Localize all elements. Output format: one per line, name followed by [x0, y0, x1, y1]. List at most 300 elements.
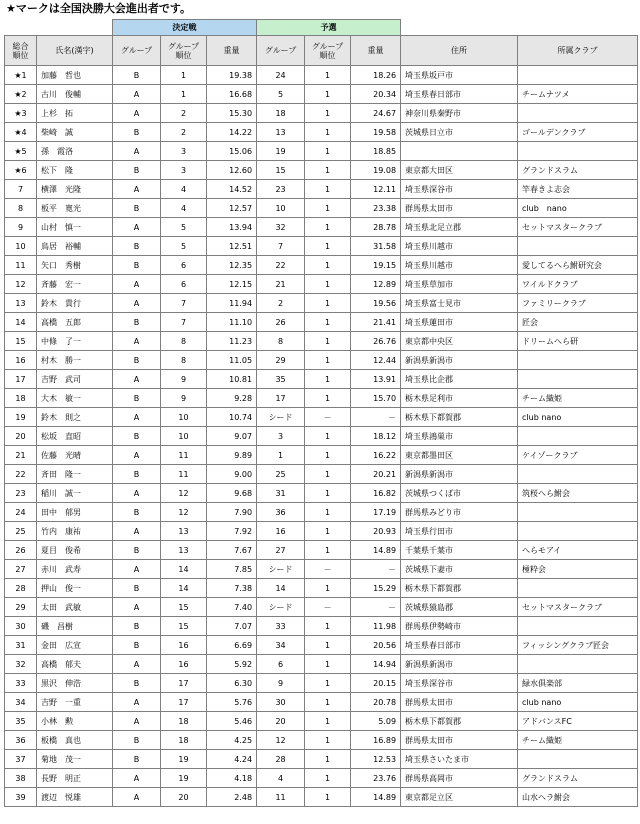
- cell-prelim-group: 2: [257, 294, 305, 313]
- cell-prelim-group-rank: 1: [305, 275, 351, 294]
- cell-prelim-group-rank: －: [305, 560, 351, 579]
- cell-club: 筑桜へら鮒会: [518, 484, 638, 503]
- cell-prelim-group: シード: [257, 560, 305, 579]
- table-row: [5, 218, 638, 237]
- cell-rank: 10: [5, 237, 37, 256]
- cell-address: 埼玉県深谷市: [401, 180, 518, 199]
- cell-club: club nano: [518, 693, 638, 712]
- cell-name: 金田 広宣: [37, 636, 113, 655]
- table-row: [5, 104, 638, 123]
- cell-final-group: A: [113, 408, 161, 427]
- table-row: [5, 408, 638, 427]
- cell-final-group-rank: 1: [161, 66, 207, 85]
- cell-club: セットマスタークラブ: [518, 598, 638, 617]
- cell-prelim-group: 31: [257, 484, 305, 503]
- cell-final-weight: 15.30: [207, 104, 257, 123]
- cell-prelim-group-rank: 1: [305, 655, 351, 674]
- cell-final-weight: 7.90: [207, 503, 257, 522]
- cell-name: 古川 俊輔: [37, 85, 113, 104]
- section-final: 決定戦: [113, 20, 257, 36]
- cell-prelim-group-rank: 1: [305, 180, 351, 199]
- cell-prelim-group-rank: 1: [305, 769, 351, 788]
- cell-name: 稲川 誠一: [37, 484, 113, 503]
- cell-prelim-weight: 20.15: [351, 674, 401, 693]
- cell-address: 東京都墨田区: [401, 446, 518, 465]
- cell-final-group: A: [113, 560, 161, 579]
- cell-final-group-rank: 12: [161, 503, 207, 522]
- cell-rank: 13: [5, 294, 37, 313]
- cell-address: 埼玉県鴻巣市: [401, 427, 518, 446]
- cell-club: チーム織姫: [518, 389, 638, 408]
- cell-club: [518, 617, 638, 636]
- cell-final-group-rank: 2: [161, 104, 207, 123]
- col-rank: 総合 順位: [5, 36, 37, 66]
- cell-address: 新潟県新潟市: [401, 351, 518, 370]
- cell-address: 埼玉県行田市: [401, 522, 518, 541]
- cell-prelim-group-rank: －: [305, 408, 351, 427]
- cell-rank: 32: [5, 655, 37, 674]
- cell-address: 群馬県太田市: [401, 693, 518, 712]
- cell-club: [518, 522, 638, 541]
- cell-prelim-weight: 15.29: [351, 579, 401, 598]
- section-prelim: 予選: [257, 20, 401, 36]
- cell-address: 埼玉県草加市: [401, 275, 518, 294]
- cell-final-weight: 9.89: [207, 446, 257, 465]
- cell-final-group: B: [113, 66, 161, 85]
- cell-rank: ★5: [5, 142, 37, 161]
- cell-final-weight: 19.38: [207, 66, 257, 85]
- table-row: [5, 256, 638, 275]
- cell-prelim-weight: 26.76: [351, 332, 401, 351]
- cell-club: セットマスタークラブ: [518, 218, 638, 237]
- table-row: [5, 503, 638, 522]
- cell-final-group: B: [113, 199, 161, 218]
- cell-club: へらモアイ: [518, 541, 638, 560]
- cell-rank: ★2: [5, 85, 37, 104]
- cell-rank: 20: [5, 427, 37, 446]
- cell-club: [518, 370, 638, 389]
- table-row: [5, 142, 638, 161]
- cell-prelim-group: 23: [257, 180, 305, 199]
- cell-rank: 24: [5, 503, 37, 522]
- cell-final-group: A: [113, 370, 161, 389]
- cell-address: 群馬県太田市: [401, 199, 518, 218]
- cell-prelim-group-rank: －: [305, 598, 351, 617]
- cell-prelim-group: 11: [257, 788, 305, 807]
- cell-final-group-rank: 19: [161, 750, 207, 769]
- cell-club: アドバンスFC: [518, 712, 638, 731]
- col-prelim-weight: 重量: [351, 36, 401, 66]
- cell-final-group: A: [113, 522, 161, 541]
- table-row: [5, 294, 638, 313]
- cell-prelim-group-rank: 1: [305, 522, 351, 541]
- cell-final-weight: 9.28: [207, 389, 257, 408]
- cell-prelim-weight: 20.78: [351, 693, 401, 712]
- cell-final-group: B: [113, 161, 161, 180]
- cell-final-group-rank: 6: [161, 275, 207, 294]
- cell-prelim-group: 5: [257, 85, 305, 104]
- cell-prelim-weight: 19.08: [351, 161, 401, 180]
- cell-final-weight: 15.06: [207, 142, 257, 161]
- cell-final-weight: 13.94: [207, 218, 257, 237]
- cell-prelim-weight: 12.53: [351, 750, 401, 769]
- table-row: [5, 332, 638, 351]
- cell-prelim-group: シード: [257, 598, 305, 617]
- cell-final-group-rank: 5: [161, 237, 207, 256]
- cell-prelim-group: 3: [257, 427, 305, 446]
- cell-rank: 38: [5, 769, 37, 788]
- cell-final-group: A: [113, 769, 161, 788]
- cell-final-weight: 7.38: [207, 579, 257, 598]
- cell-final-group: A: [113, 693, 161, 712]
- table-row: [5, 313, 638, 332]
- cell-final-group: A: [113, 332, 161, 351]
- cell-final-group: A: [113, 294, 161, 313]
- cell-final-group-rank: 11: [161, 465, 207, 484]
- cell-final-weight: 5.76: [207, 693, 257, 712]
- cell-address: 栃木県下都賀郡: [401, 712, 518, 731]
- cell-final-group: A: [113, 142, 161, 161]
- cell-final-group-rank: 17: [161, 674, 207, 693]
- cell-prelim-weight: 16.89: [351, 731, 401, 750]
- cell-final-group-rank: 19: [161, 769, 207, 788]
- cell-final-weight: 5.92: [207, 655, 257, 674]
- cell-rank: 16: [5, 351, 37, 370]
- cell-rank: 31: [5, 636, 37, 655]
- cell-address: 埼玉県春日部市: [401, 85, 518, 104]
- cell-prelim-group-rank: 1: [305, 636, 351, 655]
- cell-prelim-group: 19: [257, 142, 305, 161]
- table-row: [5, 180, 638, 199]
- cell-final-group-rank: 16: [161, 636, 207, 655]
- cell-final-group: A: [113, 180, 161, 199]
- cell-prelim-weight: 18.26: [351, 66, 401, 85]
- col-prelim-group: グループ: [257, 36, 305, 66]
- cell-prelim-group-rank: 1: [305, 484, 351, 503]
- cell-prelim-group-rank: 1: [305, 294, 351, 313]
- cell-rank: 34: [5, 693, 37, 712]
- cell-final-group: B: [113, 731, 161, 750]
- cell-prelim-group: 28: [257, 750, 305, 769]
- cell-prelim-group-rank: 1: [305, 750, 351, 769]
- cell-final-group: A: [113, 85, 161, 104]
- cell-club: [518, 427, 638, 446]
- cell-prelim-group: 16: [257, 522, 305, 541]
- cell-prelim-group-rank: 1: [305, 351, 351, 370]
- cell-final-weight: 12.60: [207, 161, 257, 180]
- cell-club: チーム織姫: [518, 731, 638, 750]
- cell-name: 長野 明正: [37, 769, 113, 788]
- cell-prelim-weight: 28.78: [351, 218, 401, 237]
- cell-prelim-group-rank: 1: [305, 313, 351, 332]
- table-row: [5, 731, 638, 750]
- cell-club: 山水ヘラ鮒会: [518, 788, 638, 807]
- cell-final-group: B: [113, 617, 161, 636]
- cell-prelim-weight: 18.85: [351, 142, 401, 161]
- cell-prelim-weight: 12.89: [351, 275, 401, 294]
- cell-prelim-group-rank: 1: [305, 66, 351, 85]
- cell-final-weight: 9.07: [207, 427, 257, 446]
- cell-name: 菊地 茂一: [37, 750, 113, 769]
- cell-name: 吉野 武司: [37, 370, 113, 389]
- table-row: [5, 693, 638, 712]
- cell-final-weight: 12.57: [207, 199, 257, 218]
- cell-address: 埼玉県川越市: [401, 256, 518, 275]
- cell-final-group: A: [113, 712, 161, 731]
- table-row: [5, 522, 638, 541]
- cell-name: 太田 武敏: [37, 598, 113, 617]
- cell-final-group-rank: 13: [161, 522, 207, 541]
- cell-final-weight: 12.51: [207, 237, 257, 256]
- cell-prelim-group: 6: [257, 655, 305, 674]
- cell-final-weight: 11.10: [207, 313, 257, 332]
- cell-final-group-rank: 7: [161, 313, 207, 332]
- table-row: [5, 161, 638, 180]
- cell-name: 磯 昌樹: [37, 617, 113, 636]
- cell-rank: 11: [5, 256, 37, 275]
- cell-rank: 29: [5, 598, 37, 617]
- table-row: [5, 446, 638, 465]
- cell-address: 茨城県つくば市: [401, 484, 518, 503]
- cell-prelim-group: 10: [257, 199, 305, 218]
- cell-prelim-weight: 17.19: [351, 503, 401, 522]
- cell-name: 渡辺 悦雄: [37, 788, 113, 807]
- cell-final-group: B: [113, 541, 161, 560]
- cell-final-weight: 9.00: [207, 465, 257, 484]
- cell-prelim-group: 35: [257, 370, 305, 389]
- cell-address: 埼玉県比企郡: [401, 370, 518, 389]
- cell-final-group: B: [113, 351, 161, 370]
- cell-final-group: A: [113, 655, 161, 674]
- cell-final-group: A: [113, 484, 161, 503]
- cell-name: 小林 勲: [37, 712, 113, 731]
- cell-address: 埼玉県川越市: [401, 237, 518, 256]
- table-body: [5, 66, 638, 807]
- cell-address: 群馬県高岡市: [401, 769, 518, 788]
- cell-prelim-weight: 19.15: [351, 256, 401, 275]
- cell-final-weight: 7.92: [207, 522, 257, 541]
- cell-prelim-group-rank: 1: [305, 674, 351, 693]
- cell-name: 横澤 光隆: [37, 180, 113, 199]
- cell-final-group: B: [113, 503, 161, 522]
- cell-prelim-weight: 14.94: [351, 655, 401, 674]
- cell-address: 埼玉県さいたま市: [401, 750, 518, 769]
- cell-rank: 22: [5, 465, 37, 484]
- table-row: [5, 579, 638, 598]
- column-header-row: [5, 36, 638, 66]
- cell-prelim-weight: 14.89: [351, 541, 401, 560]
- cell-final-weight: 7.67: [207, 541, 257, 560]
- cell-name: 孫 霞洛: [37, 142, 113, 161]
- cell-club: [518, 503, 638, 522]
- cell-name: 鈴木 則之: [37, 408, 113, 427]
- cell-name: 鈴木 貴行: [37, 294, 113, 313]
- cell-prelim-group: 9: [257, 674, 305, 693]
- cell-club: ゴールデンクラブ: [518, 123, 638, 142]
- cell-final-group: B: [113, 237, 161, 256]
- table-row: [5, 85, 638, 104]
- cell-final-group-rank: 18: [161, 712, 207, 731]
- cell-rank: 14: [5, 313, 37, 332]
- cell-prelim-group: 32: [257, 218, 305, 237]
- cell-rank: 8: [5, 199, 37, 218]
- cell-final-group: B: [113, 256, 161, 275]
- col-name: 氏名(漢字): [37, 36, 113, 66]
- cell-prelim-weight: 20.34: [351, 85, 401, 104]
- cell-prelim-group-rank: 1: [305, 579, 351, 598]
- cell-final-group-rank: 3: [161, 142, 207, 161]
- table-row: [5, 66, 638, 85]
- cell-final-weight: 6.30: [207, 674, 257, 693]
- cell-name: 鳥居 裕輔: [37, 237, 113, 256]
- cell-address: 栃木県下都賀郡: [401, 408, 518, 427]
- cell-prelim-weight: 15.70: [351, 389, 401, 408]
- table-row: [5, 465, 638, 484]
- cell-prelim-weight: 23.76: [351, 769, 401, 788]
- cell-prelim-weight: 16.82: [351, 484, 401, 503]
- table-row: [5, 750, 638, 769]
- cell-address: 栃木県足利市: [401, 389, 518, 408]
- cell-club: ドリームへら研: [518, 332, 638, 351]
- cell-prelim-group-rank: 1: [305, 503, 351, 522]
- cell-prelim-group-rank: 1: [305, 218, 351, 237]
- table-row: [5, 541, 638, 560]
- cell-final-weight: 4.18: [207, 769, 257, 788]
- col-prelim-group-rank: グループ 順位: [305, 36, 351, 66]
- cell-rank: 19: [5, 408, 37, 427]
- cell-prelim-group: 22: [257, 256, 305, 275]
- cell-prelim-group-rank: 1: [305, 465, 351, 484]
- cell-name: 大木 敏一: [37, 389, 113, 408]
- table-row: [5, 560, 638, 579]
- cell-name: 斉田 隆一: [37, 465, 113, 484]
- cell-final-group: B: [113, 674, 161, 693]
- cell-club: [518, 351, 638, 370]
- cell-prelim-weight: 23.38: [351, 199, 401, 218]
- cell-prelim-group: 17: [257, 389, 305, 408]
- cell-final-group: A: [113, 788, 161, 807]
- cell-prelim-weight: 24.67: [351, 104, 401, 123]
- cell-club: チームナツメ: [518, 85, 638, 104]
- cell-prelim-group: シード: [257, 408, 305, 427]
- cell-prelim-group: 7: [257, 237, 305, 256]
- cell-rank: 9: [5, 218, 37, 237]
- cell-address: 茨城県下妻市: [401, 560, 518, 579]
- cell-final-group-rank: 10: [161, 408, 207, 427]
- cell-prelim-group: 13: [257, 123, 305, 142]
- cell-final-weight: 7.40: [207, 598, 257, 617]
- cell-final-group: A: [113, 598, 161, 617]
- cell-final-group: B: [113, 389, 161, 408]
- cell-club: [518, 237, 638, 256]
- cell-final-group-rank: 10: [161, 427, 207, 446]
- cell-prelim-group: 4: [257, 769, 305, 788]
- cell-address: 埼玉県坂戸市: [401, 66, 518, 85]
- cell-rank: ★4: [5, 123, 37, 142]
- cell-name: 佐藤 光晴: [37, 446, 113, 465]
- cell-club: グランドスラム: [518, 769, 638, 788]
- cell-prelim-group: 26: [257, 313, 305, 332]
- cell-name: 高橋 郁夫: [37, 655, 113, 674]
- table-row: [5, 674, 638, 693]
- cell-prelim-weight: －: [351, 560, 401, 579]
- cell-final-weight: 12.35: [207, 256, 257, 275]
- cell-club: [518, 66, 638, 85]
- cell-final-group-rank: 5: [161, 218, 207, 237]
- cell-prelim-group-rank: 1: [305, 123, 351, 142]
- cell-club: club nano: [518, 199, 638, 218]
- cell-final-weight: 5.46: [207, 712, 257, 731]
- cell-final-weight: 16.68: [207, 85, 257, 104]
- cell-address: 茨城県日立市: [401, 123, 518, 142]
- cell-club: 愛してるへら鮒研究会: [518, 256, 638, 275]
- cell-club: 匠会: [518, 313, 638, 332]
- cell-prelim-weight: 12.44: [351, 351, 401, 370]
- cell-final-group-rank: 14: [161, 579, 207, 598]
- cell-prelim-group: 36: [257, 503, 305, 522]
- cell-name: 赤川 武寿: [37, 560, 113, 579]
- cell-rank: 27: [5, 560, 37, 579]
- cell-prelim-weight: 16.22: [351, 446, 401, 465]
- col-final-group-rank: グループ 順位: [161, 36, 207, 66]
- cell-final-group-rank: 2: [161, 123, 207, 142]
- cell-rank: 35: [5, 712, 37, 731]
- table-row: [5, 351, 638, 370]
- cell-club: 極粋会: [518, 560, 638, 579]
- cell-rank: 15: [5, 332, 37, 351]
- cell-prelim-group-rank: 1: [305, 617, 351, 636]
- cell-address: 東京都足立区: [401, 788, 518, 807]
- cell-address: 新潟県新潟市: [401, 465, 518, 484]
- cell-prelim-group-rank: 1: [305, 389, 351, 408]
- cell-address: 茨城県猿島郡: [401, 598, 518, 617]
- cell-club: ワイルドクラブ: [518, 275, 638, 294]
- cell-club: グランドスラム: [518, 161, 638, 180]
- cell-address: 東京都大田区: [401, 161, 518, 180]
- cell-prelim-group-rank: 1: [305, 788, 351, 807]
- cell-address: 千葉県千葉市: [401, 541, 518, 560]
- cell-name: 竹内 康祐: [37, 522, 113, 541]
- table-row: [5, 427, 638, 446]
- cell-address: 埼玉県深谷市: [401, 674, 518, 693]
- cell-final-weight: 10.74: [207, 408, 257, 427]
- cell-prelim-group: 33: [257, 617, 305, 636]
- cell-name: 板平 寛光: [37, 199, 113, 218]
- cell-final-weight: 9.68: [207, 484, 257, 503]
- cell-club: [518, 142, 638, 161]
- cell-final-group: B: [113, 123, 161, 142]
- cell-final-group-rank: 12: [161, 484, 207, 503]
- cell-final-group-rank: 18: [161, 731, 207, 750]
- cell-final-group-rank: 15: [161, 617, 207, 636]
- cell-final-group: A: [113, 104, 161, 123]
- cell-prelim-weight: 14.89: [351, 788, 401, 807]
- cell-prelim-weight: 21.41: [351, 313, 401, 332]
- cell-prelim-group: 8: [257, 332, 305, 351]
- cell-prelim-group-rank: 1: [305, 104, 351, 123]
- cell-prelim-weight: 20.56: [351, 636, 401, 655]
- cell-prelim-group: 15: [257, 161, 305, 180]
- cell-final-group: B: [113, 465, 161, 484]
- cell-rank: 30: [5, 617, 37, 636]
- cell-rank: 26: [5, 541, 37, 560]
- cell-address: 栃木県下都賀郡: [401, 579, 518, 598]
- col-final-group: グループ: [113, 36, 161, 66]
- cell-prelim-group: 1: [257, 446, 305, 465]
- cell-final-group: A: [113, 275, 161, 294]
- cell-prelim-group-rank: 1: [305, 427, 351, 446]
- cell-address: 群馬県太田市: [401, 731, 518, 750]
